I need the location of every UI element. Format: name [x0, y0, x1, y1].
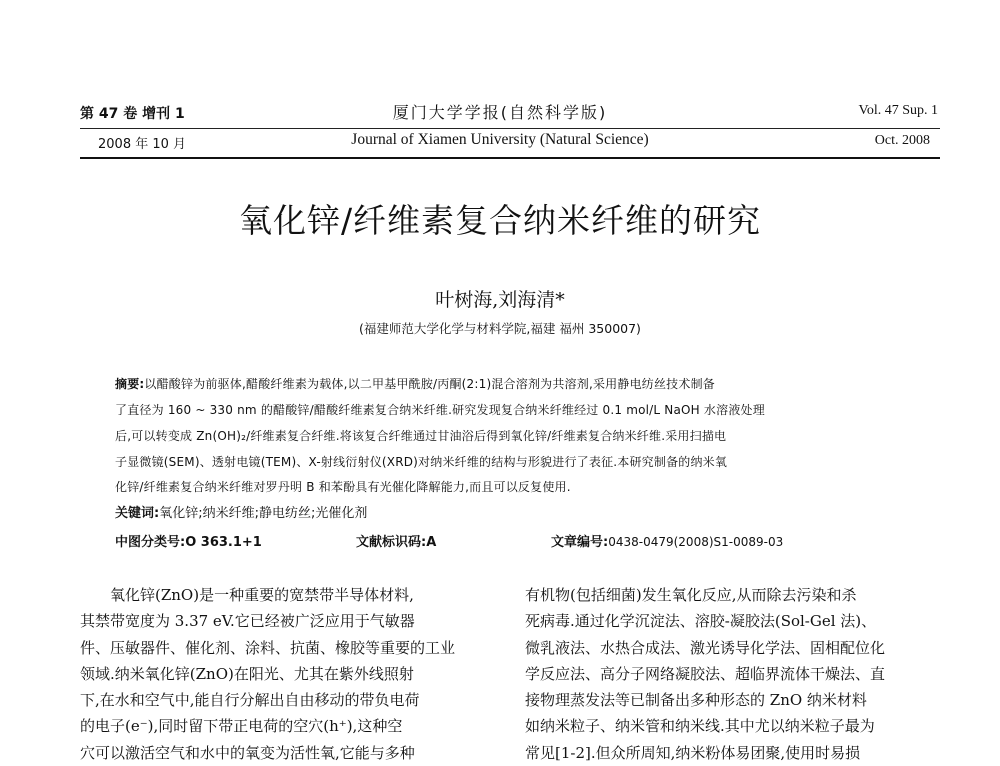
authors: 叶树海,刘海清*	[435, 289, 565, 311]
clc-label: 中图分类号:	[115, 535, 186, 550]
body-line: 常见[1-2].但众所周知,纳米粉体易团聚,使用时易损	[525, 743, 861, 762]
volume-en: Vol. 47 Sup. 1	[858, 103, 938, 118]
affiliation: (福建师范大学化学与材料学院,福建 福州 350007)	[359, 321, 641, 336]
abstract-line: 化锌/纤维素复合纳米纤维对罗丹明 B 和苯酚具有光催化降解能力,而且可以反复使用.	[115, 480, 571, 494]
abstract-line: 子显微镜(SEM)、透射电镜(TEM)、X-射线衍射仪(XRD)对纳米纤维的结构与形貌进行了表征.本研究制备的纳米氧	[115, 455, 728, 469]
body-line: 如纳米粒子、纳米管和纳米线.其中尤以纳米粒子最为	[525, 717, 875, 736]
body-line: 下,在水和空气中,能自行分解出自由移动的带负电荷	[80, 691, 420, 710]
doc-code-label: 文献标识码:	[356, 535, 427, 550]
body-line: 微乳液法、水热合成法、激光诱导化学法、固相配位化	[525, 638, 886, 657]
header-rule-thick	[80, 157, 940, 159]
body-column-right	[525, 582, 945, 766]
abstract-line: 了直径为 160 ~ 330 nm 的醋酸锌/醋酸纤维素复合纳米纤维.研究发现复合纳米纤维经过 0.1 mol/L NaOH 水溶液处理	[115, 403, 765, 417]
body-line: 的电子(e⁻),同时留下带正电荷的空穴(h⁺),这种空	[80, 717, 403, 736]
body-line: 件、压敏器件、催化剂、涂料、抗菌、橡胶等重要的工业	[80, 638, 456, 657]
body-line: 接物理蒸发法等已制备出多种形态的 ZnO 纳米材料	[525, 691, 867, 710]
body-column-left	[80, 582, 500, 766]
body-line: 领域.纳米氧化锌(ZnO)在阳光、尤其在紫外线照射	[80, 664, 414, 683]
body-line: 死病毒.通过化学沉淀法、溶胶-凝胶法(Sol-Gel 法)、	[525, 612, 877, 631]
keywords	[115, 502, 367, 521]
body-line: 穴可以激活空气和水中的氧变为活性氧,它能与多种	[80, 743, 415, 762]
article-number-value: 0438-0479(2008)S1-0089-03	[608, 535, 784, 549]
document-code	[356, 531, 436, 550]
body-line: 学反应法、高分子网络凝胶法、超临界流体干燥法、直	[525, 664, 886, 683]
clc-value: O 363.1+1	[185, 535, 262, 550]
article-number-label: 文章编号:	[551, 535, 609, 550]
body-line: 其禁带宽度为 3.37 eV.它已经被广泛应用于气敏器	[80, 612, 415, 631]
doc-code-value: A	[426, 535, 437, 550]
keywords-value: 氧化锌;纳米纤维;静电纺丝;光催化剂	[159, 506, 368, 521]
abstract-text: 以醋酸锌为前驱体,醋酸纤维素为载体,以二甲基甲酰胺/丙酮(2:1)混合溶剂为共溶剂,采用静电纺丝技术制备	[144, 377, 715, 391]
journal-name-cn: 厦门大学学报(自然科学版)	[392, 103, 608, 122]
body-line: 氧化锌(ZnO)是一种重要的宽禁带半导体材料,	[80, 586, 414, 604]
abstract-line: 后,可以转变成 Zn(OH)₂/纤维素复合纤维.将该复合纤维通过甘油浴后得到氧化锌/纤维素复合纳米纤维.采用扫描电	[115, 429, 727, 443]
keywords-label: 关键词:	[115, 506, 160, 521]
header-rule-thin	[80, 128, 940, 129]
date-cn: 2008 年 10 月	[98, 137, 187, 152]
body-line: 有机物(包括细菌)发生氧化反应,从而除去污染和杀	[525, 586, 857, 604]
paper-title: 氧化锌/纤维素复合纳米纤维的研究	[238, 201, 762, 240]
journal-name-en: Journal of Xiamen University (Natural Science)	[351, 131, 649, 148]
clc-number	[115, 531, 262, 550]
abstract-label: 摘要:	[115, 377, 145, 391]
article-number	[551, 531, 783, 550]
volume-issue: 第 47 卷 增刊 1	[80, 106, 185, 122]
abstract-line	[115, 375, 715, 392]
date-en: Oct. 2008	[874, 133, 930, 148]
